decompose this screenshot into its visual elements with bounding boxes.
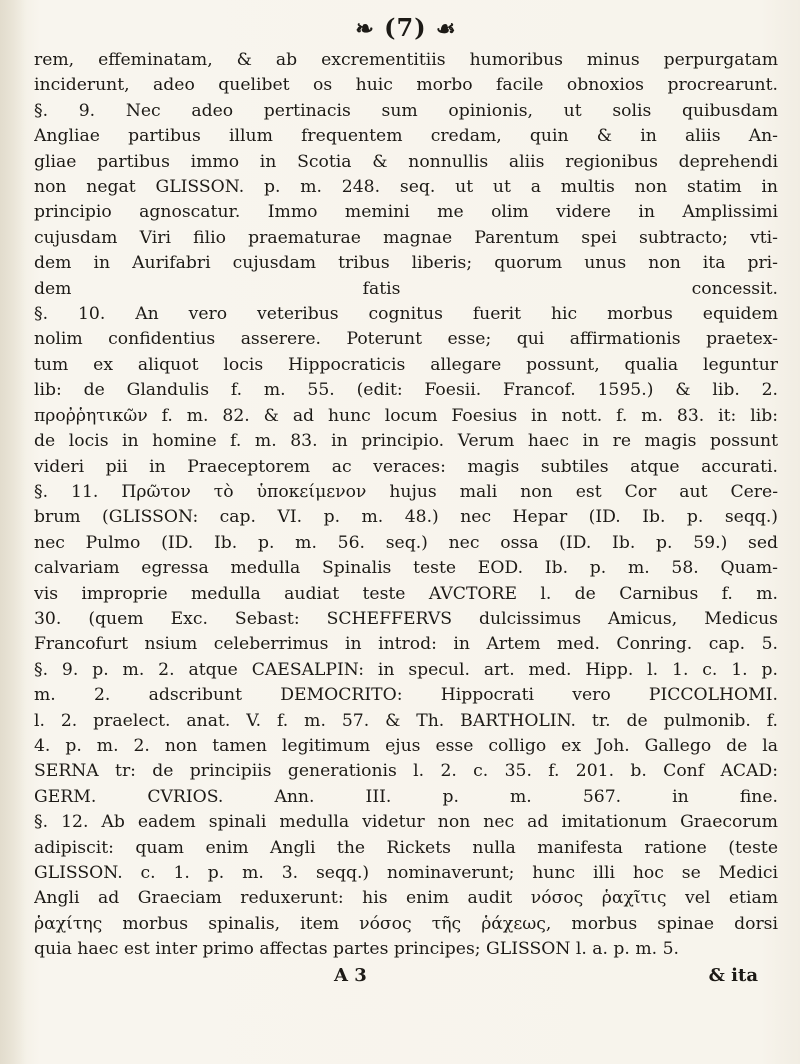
page-footer [34, 965, 778, 993]
text-line: rem, effeminatam, & ab excrementitiis humoribus minus perpurgatam [34, 50, 778, 70]
text-line: Francofurt nsium celeberrimus in introd: in Artem med. Conring. cap. 5. [34, 634, 778, 655]
signature-mark: A 3 [334, 964, 367, 986]
text-line: dem in Aurifabri cujusdam tribus liberis; quorum unus non ita pri- [34, 253, 778, 274]
text-line: non negat GLISSON. p. m. 248. seq. ut ut a multis non statim in [34, 177, 778, 198]
text-line: m. 2. adscribunt DEMOCRITO: Hippocrati vero PICCOLHOMI. [34, 685, 778, 706]
page-header [34, 8, 778, 48]
text-line: principio agnoscatur. Immo memini me olim videre in Amplissimi [34, 202, 778, 223]
ornament-left-icon: ❧ [355, 16, 375, 42]
text-line: brum (GLISSON: cap. VI. p. m. 48.) nec Hepar (ID. Ib. p. seqq.) [34, 507, 778, 528]
text-line: §. 9. Nec adeo pertinacis sum opinionis, ut solis quibusdam [34, 100, 778, 121]
catchword: & ita [708, 964, 758, 986]
text-line: cujusdam Viri filio praematurae magnae Parentum spei subtracto; vti- [34, 227, 778, 248]
page-gutter-shadow [0, 0, 26, 1064]
body-text [34, 48, 778, 963]
text-line: nolim confidentius asserere. Poterunt esse; qui affirmationis praetex- [34, 329, 778, 350]
text-line: vis improprie medulla audiat teste AVCTORE l. de Carnibus f. m. [34, 583, 778, 604]
text-line: Angli ad Graeciam reduxerunt: his enim audit νόσος ῥαχῖτις vel etiam [34, 888, 778, 909]
text-line: §. 12. Ab eadem spinali medulla videtur non nec ad imitationum Graecorum [34, 812, 778, 833]
text-line: §. 10. An vero veteribus cognitus fuerit hic morbus equidem [34, 304, 778, 325]
text-line: inciderunt, adeo quelibet os huic morbo facile obnoxios procrearunt. [34, 75, 778, 96]
text-line: adipiscit: quam enim Angli the Rickets nulla manifesta ratione (teste [34, 837, 778, 858]
text-line: προῤῥητικῶν f. m. 82. & ad hunc locum Foesius in nott. f. m. 83. it: lib: [34, 405, 778, 426]
text-line: quia haec est inter primo affectas partes principes; GLISSON l. a. p. m. 5. [34, 939, 679, 960]
text-line: 30. (quem Exc. Sebast: SCHEFFERVS dulcissimus Amicus, Medicus [34, 608, 778, 629]
text-line: l. 2. praelect. anat. V. f. m. 57. & Th. BARTHOLIN. tr. de pulmonib. f. [34, 710, 778, 731]
text-line: calvariam egressa medulla Spinalis teste EOD. Ib. p. m. 58. Quam- [34, 558, 778, 579]
text-line: GERM. CVRIOS. Ann. III. p. m. 567. in fine. [34, 786, 778, 807]
text-line: dem fatis concessit. [34, 278, 778, 299]
text-line: ῥαχίτης morbus spinalis, item νόσος τῆς ῥάχεως, morbus spinae dorsi [34, 913, 778, 934]
text-line: gliae partibus immo in Scotia & nonnullis aliis regionibus deprehendi [34, 151, 778, 172]
text-line: GLISSON. c. 1. p. m. 3. seqq.) nominaverunt; hunc illi hoc se Medici [34, 863, 778, 883]
text-line: 4. p. m. 2. non tamen legitimum ejus esse colligo ex Joh. Gallego de la [34, 735, 778, 756]
text-line: Angliae partibus illum frequentem credam, quin & in aliis An- [34, 126, 778, 147]
text-line: de locis in homine f. m. 83. in principio. Verum haec in re magis possunt [34, 431, 778, 452]
text-line: tum ex aliquot locis Hippocraticis allegare possunt, qualia leguntur [34, 354, 778, 375]
text-line: §. 9. p. m. 2. atque CAESALPIN: in specul. art. med. Hipp. l. 1. c. 1. p. [34, 659, 778, 680]
ornament-right-icon: ☙ [435, 16, 457, 42]
text-line: SERNA tr: de principiis generationis l. 2. c. 35. f. 201. b. Conf ACAD: [34, 761, 778, 782]
text-line: lib: de Glandulis f. m. 55. (edit: Foesii. Francof. 1595.) & lib. 2. [34, 380, 778, 401]
text-line: videri pii in Praeceptorem ac veraces: magis subtiles atque accurati. [34, 456, 778, 477]
text-line: §. 11. Πρῶτον τὸ ὑποκείμενον hujus mali non est Cor aut Cere- [34, 481, 778, 502]
page-number: (7) [384, 13, 427, 42]
text-line: nec Pulmo (ID. Ib. p. m. 56. seq.) nec ossa (ID. Ib. p. 59.) sed [34, 532, 778, 553]
